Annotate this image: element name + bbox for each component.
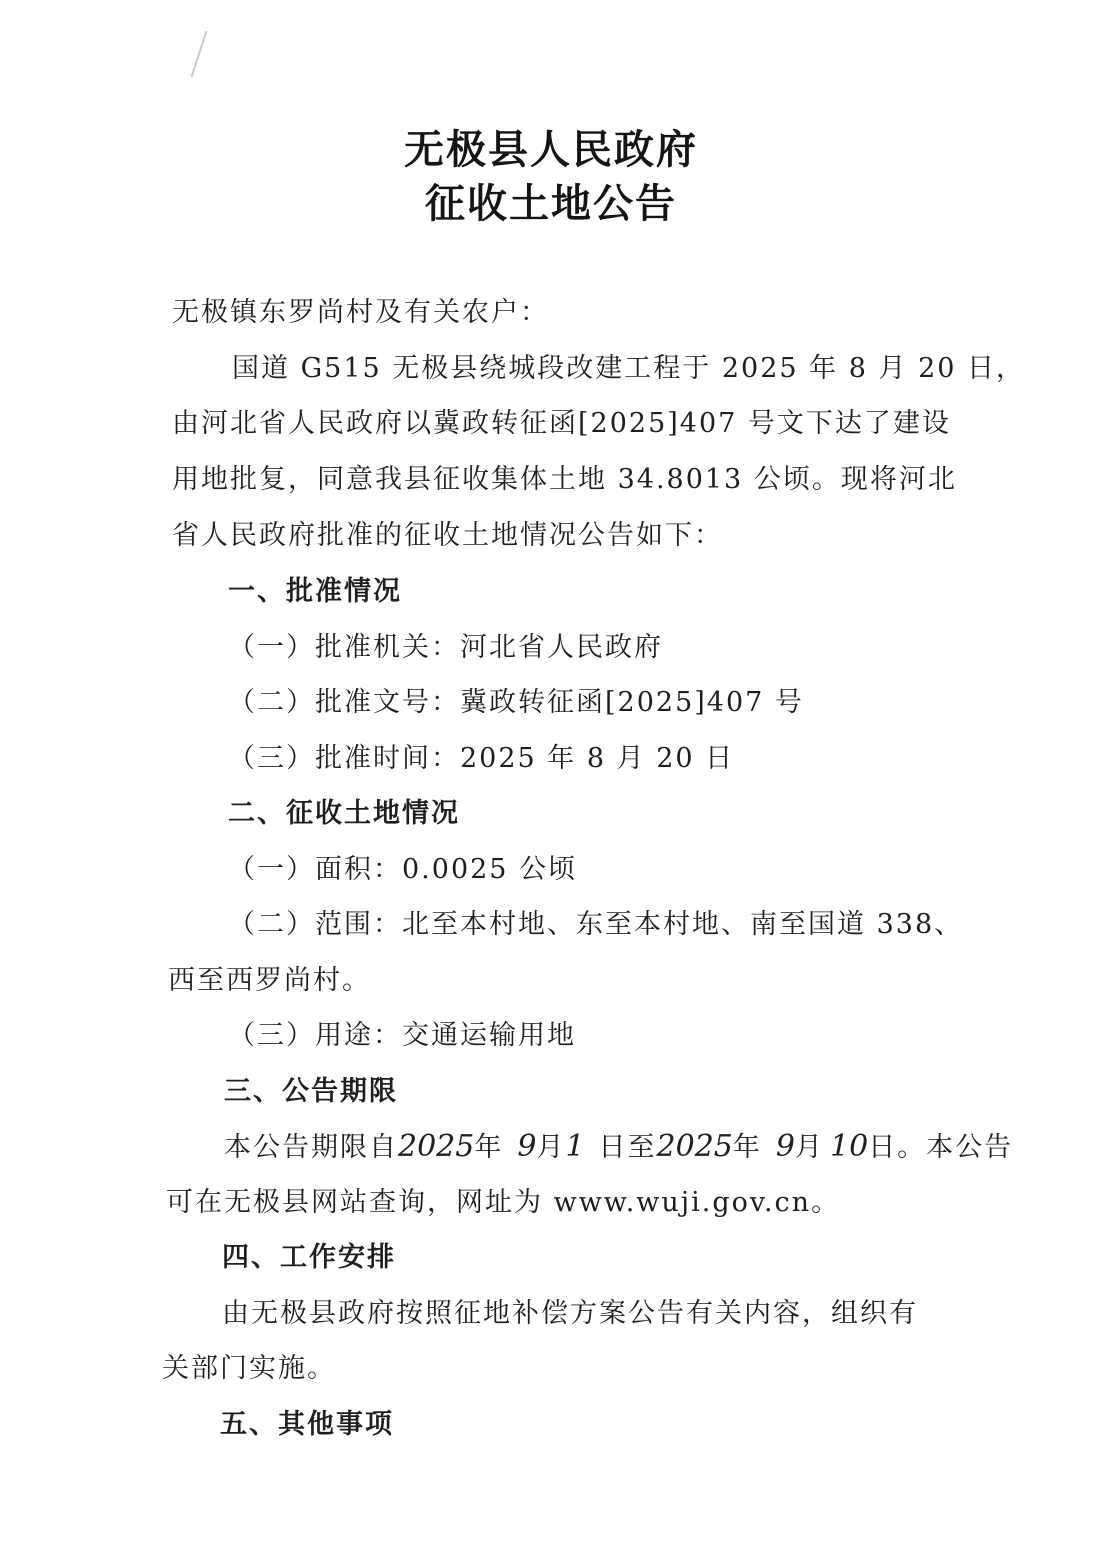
section-2-heading: 二、征收土地情况 [228, 798, 460, 829]
s1-item-2: （二）批准文号：冀政转征函[2025]407 号 [228, 687, 804, 718]
s1-item-3: （三）批准时间：2025 年 8 月 20 日 [228, 743, 735, 774]
intro-line-3: 用地批复，同意我县征收集体土地 34.8013 公顷。现将河北 [172, 464, 957, 495]
s4-line-2: 关部门实施。 [162, 1353, 336, 1384]
s2-area: （一）面积：0.0025 公顷 [228, 854, 578, 885]
title-line-1: 无极县人民政府 [404, 127, 698, 173]
s3-line-2: 可在无极县网站查询，网址为 www.wuji.gov.cn。 [166, 1187, 841, 1218]
s2-range-line-1: （二）范围：北至本村地、东至本村地、南至国道 338、 [228, 909, 964, 940]
s4-line-1: 由无极县政府按照征地补偿方案公告有关内容，组织有 [222, 1298, 918, 1329]
handwritten-month-end: 9 [775, 1129, 795, 1164]
s3-text-a: 本公告期限自 [224, 1132, 398, 1163]
handwritten-year-end: 2025 [656, 1129, 733, 1164]
s1-item-1: （一）批准机关：河北省人民政府 [228, 632, 663, 663]
section-1-heading: 一、批准情况 [228, 576, 402, 607]
s3-text-b: 年 [474, 1132, 504, 1163]
scan-mark [191, 31, 208, 77]
title-line-2: 征收土地公告 [425, 181, 677, 227]
handwritten-year-start: 2025 [398, 1129, 475, 1164]
intro-line-1: 国道 G515 无极县绕城段改建工程于 2025 年 8 月 20 日， [232, 353, 1026, 384]
s2-range-line-2: 西至西罗尚村。 [168, 965, 371, 996]
addressee: 无极镇东罗尚村及有关农户： [172, 297, 549, 328]
intro-line-2: 由河北省人民政府以冀政转征函[2025]407 号文下达了建设 [172, 408, 951, 439]
intro-line-4: 省人民政府批准的征收土地情况公告如下： [172, 520, 723, 551]
handwritten-day-end: 10 [830, 1129, 869, 1164]
section-3-heading: 三、公告期限 [224, 1076, 398, 1107]
handwritten-day-start: 1 [565, 1129, 585, 1164]
s3-text-c: 月 [536, 1132, 566, 1163]
s3-text-d: 日至 [598, 1132, 657, 1163]
s2-use: （三）用途：交通运输用地 [228, 1020, 576, 1051]
s3-text-e: 年 [732, 1132, 762, 1163]
section-5-heading: 五、其他事项 [220, 1409, 394, 1440]
handwritten-month-start: 9 [517, 1129, 537, 1164]
s3-line-1 [224, 1130, 1013, 1165]
s3-text-f: 月 [795, 1132, 824, 1163]
section-4-heading: 四、工作安排 [222, 1242, 396, 1273]
s3-text-g: 日。本公告 [868, 1132, 1014, 1163]
